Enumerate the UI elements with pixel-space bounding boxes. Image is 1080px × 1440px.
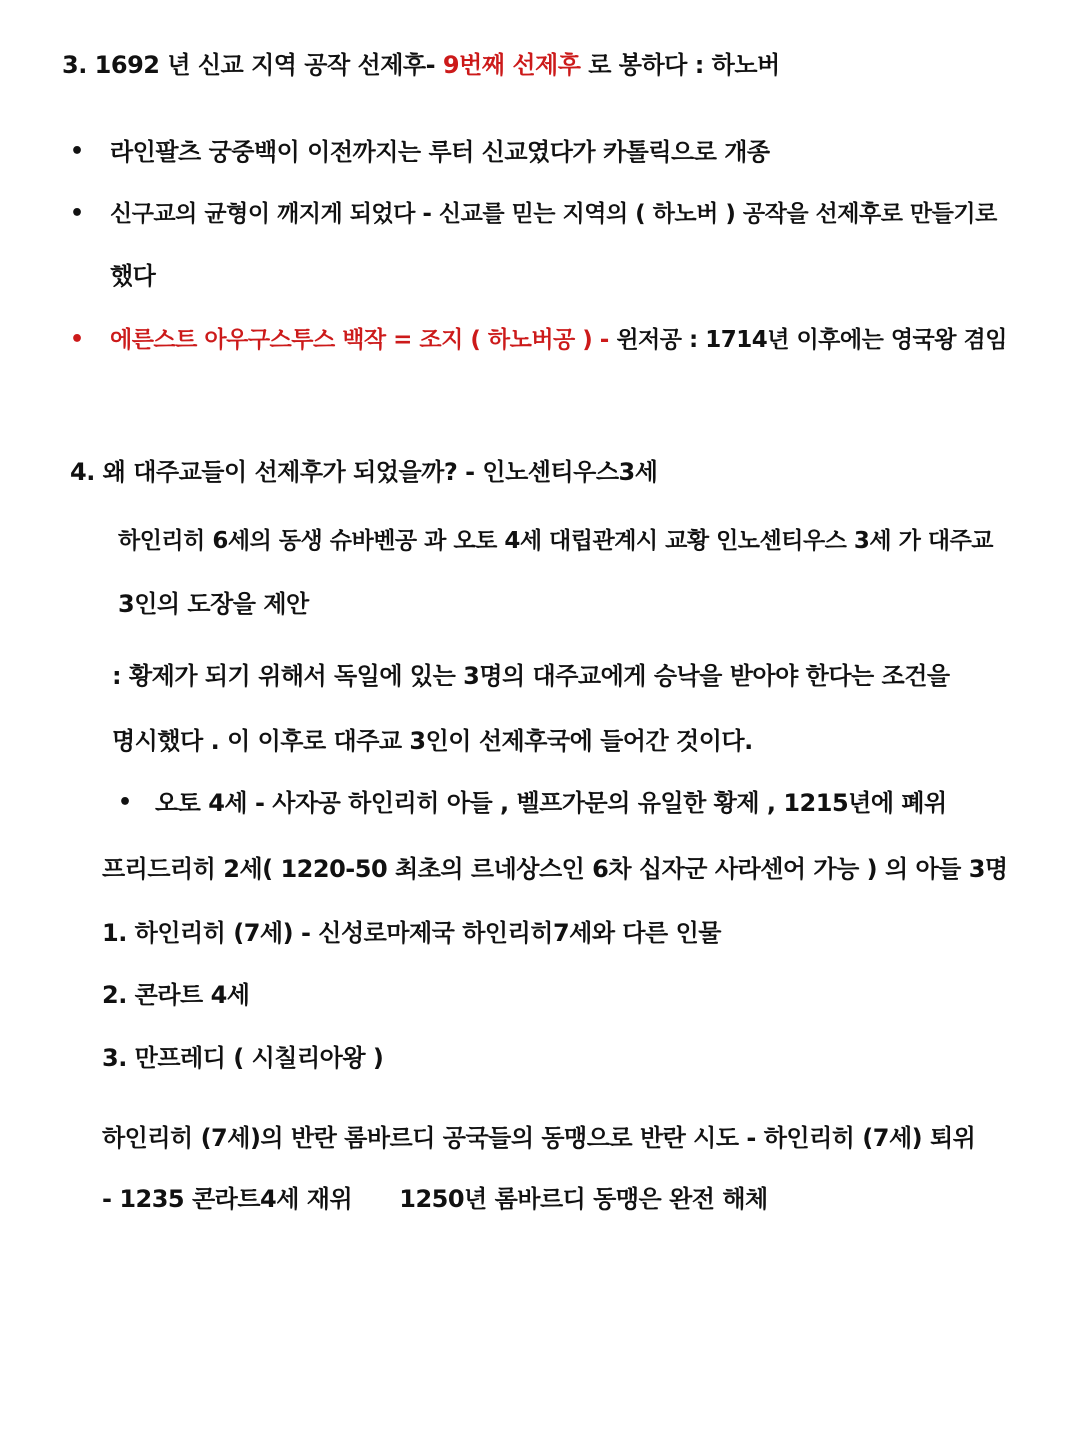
section4-friedrich: 프리드리히 2세( 1220-50 최초의 르네상스인 6차 십자군 사라센어 가능 ) 의 아들 3명: [102, 855, 1008, 883]
section3-bullet2-line1: 신구교의 균형이 깨지게 되었다 - 신교를 믿는 지역의 ( 하노버 ) 공작을 선제후로 만들기로: [110, 201, 997, 227]
section4-para1-line2: 3인의 도장을 제안: [118, 590, 309, 618]
section3-bullet3-rest: 윈저공 : 1714년 이후에는 영국왕 겸임: [616, 327, 1007, 353]
bullet-icon: •: [70, 327, 85, 352]
section3-heading-prefix: 3. 1692 년 신교 지역 공작 선제후-: [62, 51, 443, 79]
section4-revolt: 하인리히 (7세)의 반란 롬바르디 공국들의 동맹으로 반란 시도 - 하인리히 (7세) 퇴위: [102, 1124, 976, 1152]
section3-bullet3: [110, 325, 1007, 355]
section4-son-1: 1. 하인리히 (7세) - 신성로마제국 하인리히7세와 다른 인물: [102, 919, 721, 947]
section4-para1-line1: 하인리히 6세의 동생 슈바벤공 과 오토 4세 대립관계시 교황 인노센티우스 3세 가 대주교: [118, 528, 994, 554]
section4-para2-line2: 명시했다 . 이 이후로 대주교 3인이 선제후국에 들어간 것이다.: [112, 727, 753, 755]
bullet-icon: •: [70, 201, 85, 226]
section4-otto-bullet: 오토 4세 - 사자공 하인리히 아들 , 벨프가문의 유일한 황제 , 1215년에 폐위: [155, 789, 947, 817]
section3-bullet2-line2: 했다: [110, 262, 156, 290]
bullet-icon: •: [118, 790, 133, 815]
section4-heading: 4. 왜 대주교들이 선제후가 되었을까? - 인노센티우스3세: [70, 458, 658, 486]
section4-para2-line1: : 황제가 되기 위해서 독일에 있는 3명의 대주교에게 승낙을 받아야 한다는 조건을: [112, 662, 950, 690]
section4-son-3: 3. 만프레디 ( 시칠리아왕 ): [102, 1044, 384, 1072]
section4-son-2: 2. 콘라트 4세: [102, 981, 250, 1009]
section3-heading-suffix: 로 봉하다 : 하노버: [580, 51, 780, 79]
section4-timeline: - 1235 콘라트4세 재위 1250년 롬바르디 동맹은 완전 해체: [102, 1185, 768, 1213]
section3-bullet1: 라인팔츠 궁중백이 이전까지는 루터 신교였다가 카톨릭으로 개종: [110, 138, 770, 166]
section3-bullet3-highlight: 에른스트 아우구스투스 백작 = 조지 ( 하노버공 ) -: [110, 327, 617, 353]
section3-heading-highlight: 9번째 선제후: [442, 51, 581, 79]
section3-heading: [62, 50, 780, 80]
bullet-icon: •: [70, 139, 85, 164]
